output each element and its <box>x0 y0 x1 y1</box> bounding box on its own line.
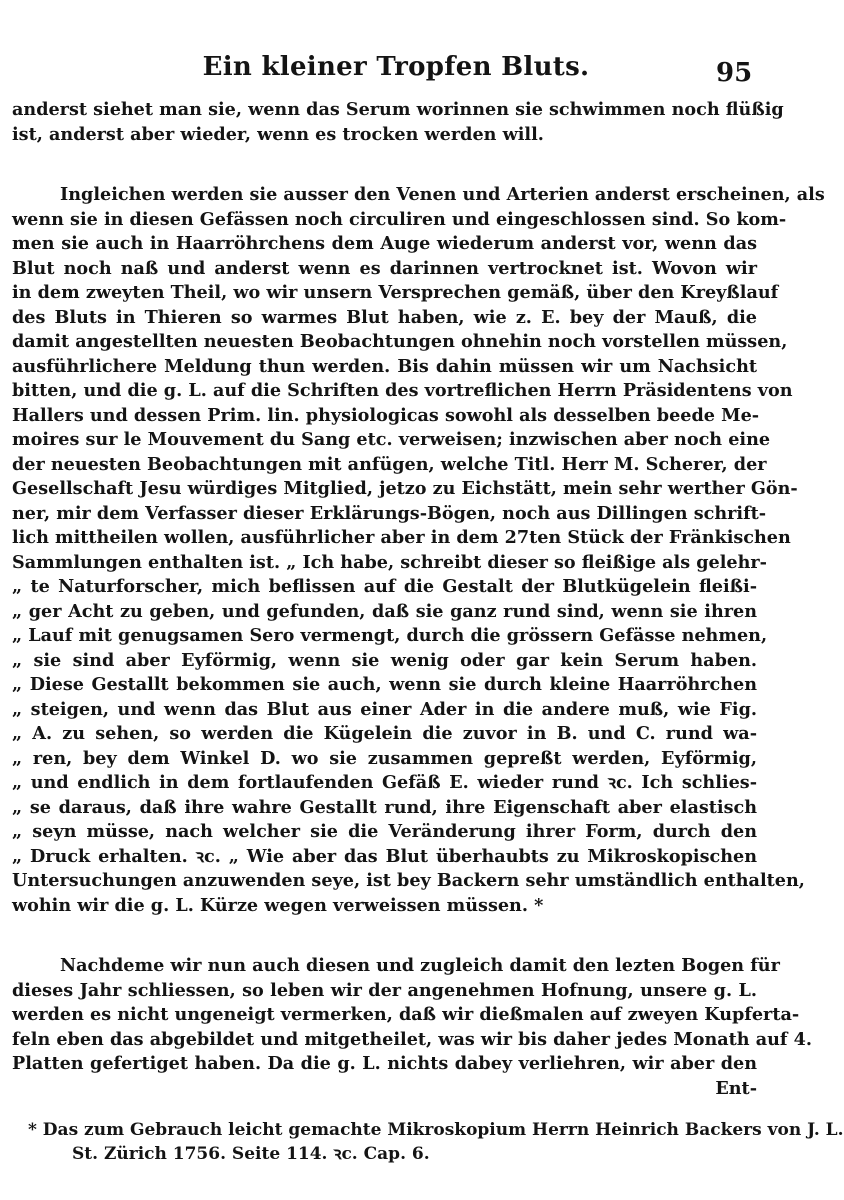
text-line: „ ren, bey dem Winkel D. wo sie zusammen gepreßt werden, Eyförmig, <box>12 747 757 769</box>
text-line: „ te Naturforscher, mich beflissen auf die Gestalt der Blutkügelein fleißi- <box>12 576 757 597</box>
text-line: wohin wir die g. L. Kürze wegen verweissen müssen. * <box>12 894 544 916</box>
text-line: lich mittheilen wollen, ausführlicher aber in dem 27ten Stück der Fränkischen <box>12 527 791 548</box>
footnote-line: * Das zum Gebrauch leicht gemachte Mikroskopium Herrn Heinrich Backers von J. L. <box>28 1120 844 1140</box>
footnote <box>28 1118 844 1166</box>
text-line: „ steigen, und wenn das Blut aus einer Ader in die andere muß, wie Fig. <box>12 698 757 720</box>
text-line: bitten, und die g. L. auf die Schriften des vortreflichen Herrn Präsidentens von <box>12 380 793 401</box>
main-text <box>12 98 825 1101</box>
text-line: Ingleichen werden sie ausser den Venen und Arterien anderst erscheinen, als <box>60 184 825 205</box>
text-line: „ Diese Gestallt bekommen sie auch, wenn sie durch kleine Haarröhrchen <box>12 674 757 695</box>
text-line: Platten gefertiget haben. Da die g. L. nichts dabey verliehren, wir aber den <box>12 1053 757 1074</box>
text-line: „ ger Acht zu geben, und gefunden, daß sie ganz rund sind, wenn sie ihren <box>12 600 757 622</box>
text-line: wenn sie in diesen Gefässen noch circuliren und eingeschlossen sind. So kom- <box>12 208 787 230</box>
paragraph-gap <box>12 147 757 183</box>
text-line: ner, mir dem Verfasser dieser Erklärungs-Bögen, noch aus Dillingen schrift- <box>12 502 767 524</box>
text-line: „ Druck erhalten. ꝛc. „ Wie aber das Blut überhaubts zu Mikroskopischen <box>12 845 757 867</box>
paragraph-3 <box>12 954 812 1101</box>
text-line: des Bluts in Thieren so warmes Blut haben, wie z. E. bey der Mauß, die <box>12 306 757 328</box>
text-line: Gesellschaft Jesu würdiges Mitglied, jetzo zu Eichstätt, mein sehr werther Gön- <box>12 478 798 499</box>
text-line: anderst siehet man sie, wenn das Serum worinnen sie schwimmen noch flüßig <box>12 99 784 120</box>
text-line: Nachdeme wir nun auch diesen und zugleich damit den lezten Bogen für <box>60 955 780 976</box>
text-line: werden es nicht ungeneigt vermerken, daß wir dießmalen auf zweyen Kupferta- <box>12 1004 800 1025</box>
text-line: dieses Jahr schliessen, so leben wir der angenehmen Hofnung, unsere g. L. <box>12 979 757 1001</box>
text-line: „ sie sind aber Eyförmig, wenn sie wenig oder gar kein Serum haben. <box>12 649 757 671</box>
text-line: „ Lauf mit genugsamen Sero vermengt, durch die grössern Gefässe nehmen, <box>12 625 768 646</box>
text-line: „ A. zu sehen, so werden die Kügelein die zuvor in B. und C. rund wa- <box>12 723 757 744</box>
running-head: Ein kleiner Tropfen Bluts. <box>202 52 590 82</box>
text-line: feln eben das abgebildet und mitgetheilet, was wir bis daher jedes Monath auf 4. <box>12 1028 812 1050</box>
text-line: Sammlungen enthalten ist. „ Ich habe, schreibt dieser so fleißige als gelehr- <box>12 551 767 573</box>
text-line: Blut noch naß und anderst wenn es darinnen vertrocknet ist. Wovon wir <box>12 257 757 279</box>
text-line: moires sur le Mouvement du Sang etc. verweisen; inzwischen aber noch eine <box>12 429 771 450</box>
text-line: Untersuchungen anzuwenden seye, ist bey Backern sehr umständlich enthalten, <box>12 870 805 891</box>
catchword: Ent- <box>715 1077 757 1099</box>
text-line: ausführlichere Meldung thun werden. Bis dahin müssen wir um Nachsicht <box>12 355 757 377</box>
text-line: ist, anderst aber wieder, wenn es trocken werden will. <box>12 123 544 145</box>
text-line: damit angestellten neuesten Beobachtungen ohnehin noch vorstellen müssen, <box>12 331 788 352</box>
footnote-line: St. Zürich 1756. Seite 114. ꝛc. Cap. 6. <box>72 1144 430 1164</box>
text-line: „ seyn müsse, nach welcher sie die Veränderung ihrer Form, durch den <box>12 821 757 842</box>
text-line: der neuesten Beobachtungen mit anfügen, welche Titl. Herr M. Scherer, der <box>12 453 767 475</box>
paragraph-2 <box>12 183 825 918</box>
text-line: in dem zweyten Theil, wo wir unsern Versprechen gemäß, über den Kreyßlauf <box>12 282 779 303</box>
paragraph-1 <box>12 98 784 147</box>
text-line: „ und endlich in dem fortlaufenden Gefäß E. wieder rund ꝛc. Ich schlies- <box>12 772 757 793</box>
page-number: 95 <box>716 58 753 88</box>
paragraph-gap <box>12 918 757 954</box>
text-line: „ se daraus, daß ihre wahre Gestallt rund, ihre Eigenschaft aber elastisch <box>12 796 757 818</box>
text-line: Hallers und dessen Prim. lin. physiologicas sowohl als desselben beede Me- <box>12 404 760 426</box>
text-line: men sie auch in Haarröhrchens dem Auge wiederum anderst vor, wenn das <box>12 233 757 254</box>
